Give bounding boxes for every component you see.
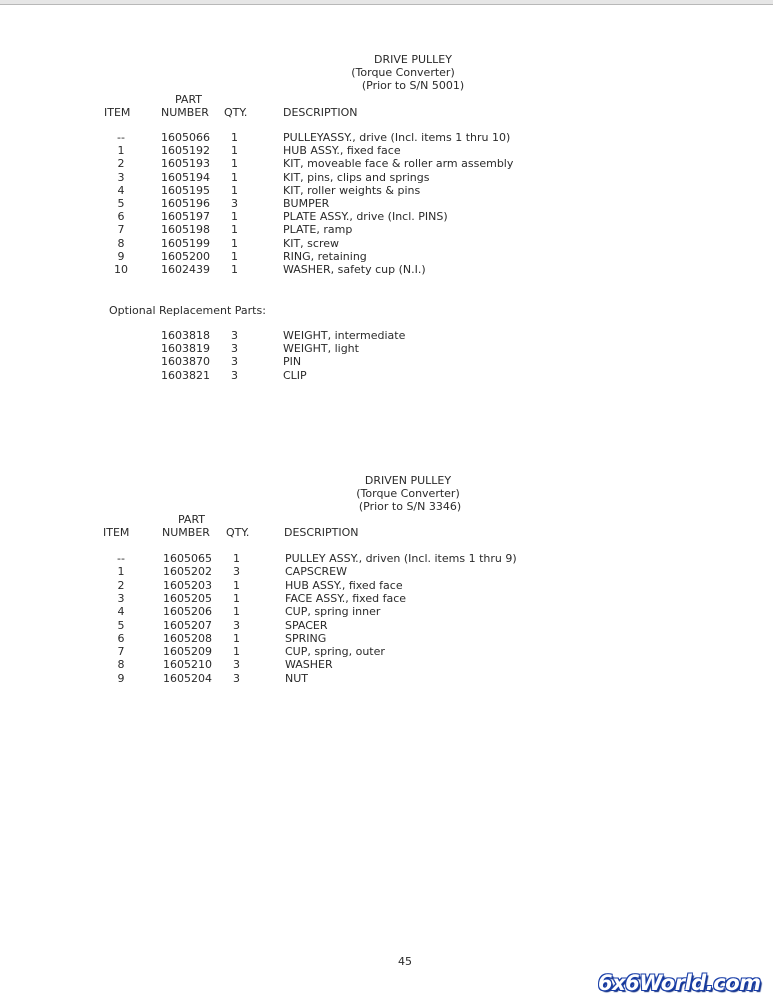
section-subtitle: (Torque Converter) xyxy=(356,487,460,500)
table-row xyxy=(0,565,773,578)
header-item: ITEM xyxy=(103,526,130,539)
part-number-cell: 1603818 xyxy=(161,329,210,342)
item-cell: 5 xyxy=(117,618,125,632)
description-cell: HUB ASSY., fixed face xyxy=(283,144,401,158)
part-number-cell: 1605206 xyxy=(163,605,212,619)
qty-cell: 1 xyxy=(231,236,238,250)
qty-cell: 3 xyxy=(231,342,238,356)
part-number-cell: 1605205 xyxy=(163,591,212,605)
header-part: PART xyxy=(175,93,203,106)
description-cell: SPACER xyxy=(285,618,328,632)
header-number: NUMBER xyxy=(162,526,210,539)
description-cell: KIT, screw xyxy=(283,236,339,250)
part-number-cell: 1602439 xyxy=(161,263,210,276)
qty-cell: 1 xyxy=(233,631,240,645)
part-number-cell: 1605194 xyxy=(161,170,210,184)
table-row xyxy=(0,355,773,368)
item-cell: 10 xyxy=(114,263,128,276)
table-row xyxy=(0,184,773,197)
description-cell: PLATE ASSY., drive (Incl. PINS) xyxy=(283,210,448,224)
part-number-cell: 1605203 xyxy=(163,578,212,592)
description-cell: CLIP xyxy=(283,368,307,382)
item-cell: 6 xyxy=(117,210,125,224)
qty-cell: 3 xyxy=(233,671,240,685)
description-cell: WEIGHT, light xyxy=(283,342,359,356)
optional-parts-label: Optional Replacement Parts: xyxy=(109,304,266,317)
table-row xyxy=(0,197,773,210)
section-title: DRIVEN PULLEY xyxy=(364,474,452,487)
item-cell: 1 xyxy=(117,565,125,579)
item-cell: 5 xyxy=(117,197,125,210)
part-number-cell: 1603821 xyxy=(161,368,210,382)
table-row xyxy=(0,237,773,250)
qty-cell: 1 xyxy=(231,210,238,224)
qty-cell: 3 xyxy=(231,197,238,210)
section-subtitle-serial: (Prior to S/N 3346) xyxy=(358,500,462,513)
part-number-cell: 1605209 xyxy=(163,645,212,659)
item-cell: 9 xyxy=(117,671,125,685)
table-row xyxy=(0,157,773,170)
description-cell: CUP, spring inner xyxy=(285,605,381,619)
table-row xyxy=(0,342,773,355)
item-cell: 8 xyxy=(117,236,125,250)
item-cell: -- xyxy=(117,552,125,565)
qty-cell: 1 xyxy=(233,552,240,565)
description-cell: PLATE, ramp xyxy=(283,223,353,237)
description-cell: WASHER, safety cup (N.I.) xyxy=(283,263,426,276)
qty-cell: 3 xyxy=(233,618,240,632)
qty-cell: 1 xyxy=(231,249,238,263)
qty-cell: 1 xyxy=(233,578,240,592)
qty-cell: 1 xyxy=(231,144,238,158)
part-number-cell: 1605199 xyxy=(161,236,210,250)
header-qty: QTY. xyxy=(226,526,250,539)
description-cell: HUB ASSY., fixed face xyxy=(285,578,403,592)
item-cell: 7 xyxy=(117,645,125,659)
part-number-cell: 1603870 xyxy=(161,355,210,369)
table-row xyxy=(0,645,773,658)
description-cell: NUT xyxy=(285,671,308,685)
item-cell: 8 xyxy=(117,658,125,672)
description-cell: KIT, roller weights & pins xyxy=(283,183,421,197)
description-cell: CAPSCREW xyxy=(285,565,347,579)
item-cell: 3 xyxy=(117,170,125,184)
section-subtitle: (Torque Converter) xyxy=(351,66,455,79)
description-cell: RING, retaining xyxy=(283,249,367,263)
part-number-cell: 1605065 xyxy=(163,552,212,565)
qty-cell: 1 xyxy=(233,645,240,659)
description-cell: CUP, spring, outer xyxy=(285,645,385,659)
qty-cell: 1 xyxy=(233,605,240,619)
table-row xyxy=(0,605,773,618)
header-part: PART xyxy=(178,513,206,526)
header-description: DESCRIPTION xyxy=(284,526,359,539)
qty-cell: 3 xyxy=(231,329,238,342)
table-row xyxy=(0,552,773,565)
qty-cell: 1 xyxy=(231,183,238,197)
page-top-border xyxy=(0,0,773,5)
table-row xyxy=(0,250,773,263)
part-number-cell: 1605200 xyxy=(161,249,210,263)
qty-cell: 1 xyxy=(231,157,238,171)
description-cell: PULLEY ASSY., driven (Incl. items 1 thru 9) xyxy=(285,552,517,565)
section-title: DRIVE PULLEY xyxy=(374,53,452,66)
part-number-cell: 1605210 xyxy=(163,658,212,672)
table-row xyxy=(0,263,773,276)
part-number-cell: 1605193 xyxy=(161,157,210,171)
part-number-cell: 1605195 xyxy=(161,183,210,197)
part-number-cell: 1603819 xyxy=(161,342,210,356)
table-row xyxy=(0,658,773,671)
table-row xyxy=(0,210,773,223)
header-description: DESCRIPTION xyxy=(283,106,358,119)
table-row xyxy=(0,632,773,645)
table-row xyxy=(0,369,773,382)
qty-cell: 1 xyxy=(231,223,238,237)
description-cell: PIN xyxy=(283,355,302,369)
item-cell: 7 xyxy=(117,223,125,237)
description-cell: BUMPER xyxy=(283,197,330,210)
description-cell: KIT, moveable face & roller arm assembly xyxy=(283,157,514,171)
part-number-cell: 1605196 xyxy=(161,197,210,210)
qty-cell: 1 xyxy=(231,263,238,276)
table-row xyxy=(0,579,773,592)
qty-cell: 1 xyxy=(231,131,238,144)
header-item: ITEM xyxy=(104,106,131,119)
table-row xyxy=(0,592,773,605)
description-cell: WEIGHT, intermediate xyxy=(283,329,406,342)
item-cell: -- xyxy=(117,131,125,144)
qty-cell: 3 xyxy=(231,355,238,369)
table-row xyxy=(0,131,773,144)
table-row xyxy=(0,329,773,342)
part-number-cell: 1605197 xyxy=(161,210,210,224)
part-number-cell: 1605192 xyxy=(161,144,210,158)
part-number-cell: 1605207 xyxy=(163,618,212,632)
qty-cell: 1 xyxy=(233,591,240,605)
item-cell: 2 xyxy=(117,578,125,592)
item-cell: 4 xyxy=(117,605,125,619)
table-row xyxy=(0,171,773,184)
section-subtitle-serial: (Prior to S/N 5001) xyxy=(361,79,465,92)
qty-cell: 3 xyxy=(231,368,238,382)
watermark-logo: 6x6World.com xyxy=(598,971,761,995)
table-row xyxy=(0,223,773,236)
header-number: NUMBER xyxy=(161,106,209,119)
part-number-cell: 1605208 xyxy=(163,631,212,645)
qty-cell: 3 xyxy=(233,658,240,672)
part-number-cell: 1605066 xyxy=(161,131,210,144)
description-cell: PULLEYASSY., drive (Incl. items 1 thru 10) xyxy=(283,131,511,144)
table-row xyxy=(0,619,773,632)
item-cell: 3 xyxy=(117,591,125,605)
qty-cell: 3 xyxy=(233,565,240,579)
part-number-cell: 1605204 xyxy=(163,671,212,685)
description-cell: FACE ASSY., fixed face xyxy=(285,591,407,605)
table-row xyxy=(0,144,773,157)
description-cell: WASHER xyxy=(285,658,333,672)
item-cell: 1 xyxy=(117,144,125,158)
item-cell: 2 xyxy=(117,157,125,171)
qty-cell: 1 xyxy=(231,170,238,184)
table-row xyxy=(0,672,773,685)
item-cell: 9 xyxy=(117,249,125,263)
header-qty: QTY. xyxy=(224,106,248,119)
item-cell: 6 xyxy=(117,631,125,645)
item-cell: 4 xyxy=(117,183,125,197)
description-cell: SPRING xyxy=(285,631,327,645)
part-number-cell: 1605202 xyxy=(163,565,212,579)
description-cell: KIT, pins, clips and springs xyxy=(283,170,430,184)
part-number-cell: 1605198 xyxy=(161,223,210,237)
page-number: 45 xyxy=(398,955,412,968)
